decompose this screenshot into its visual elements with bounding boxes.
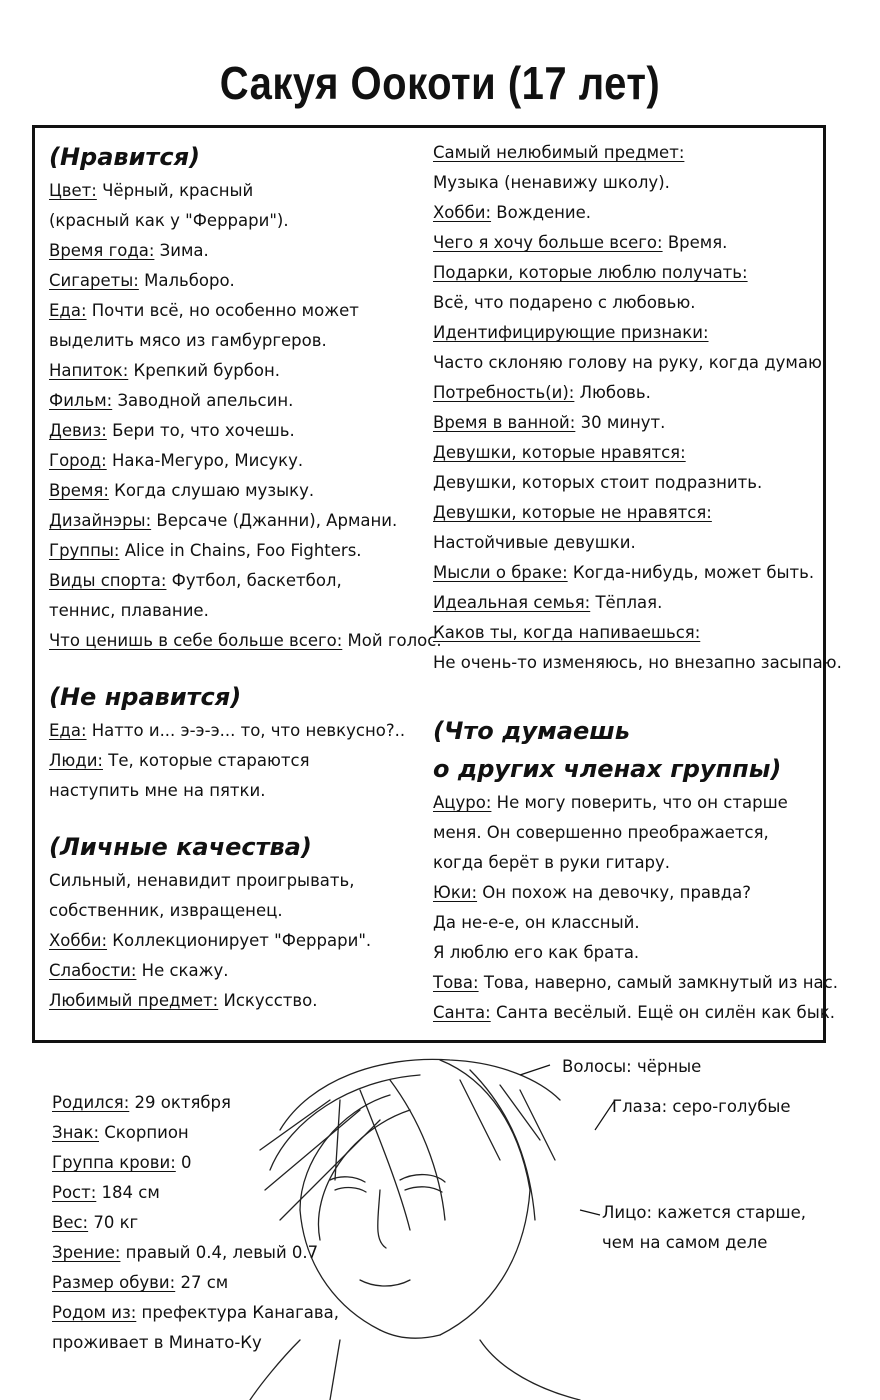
item-key: Группы:: [49, 541, 120, 560]
list-item: [52, 1178, 339, 1208]
list-item: [49, 266, 429, 296]
item-key: Мысли о браке:: [433, 563, 568, 582]
list-item: [49, 176, 429, 206]
item-value: Девушки, которых стоит подразнить.: [433, 473, 763, 492]
hair-callout: Волосы: чёрные: [562, 1057, 702, 1076]
list-item: [433, 998, 835, 1028]
item-key: Любимый предмет:: [49, 991, 219, 1010]
item-key: Родился:: [52, 1093, 130, 1112]
item-value: Alice in Chains, Foo Fighters.: [119, 541, 362, 560]
item-key: Рост:: [52, 1183, 97, 1202]
item-key: Вес:: [52, 1213, 89, 1232]
item-key: Девушки, которые не нравятся:: [433, 503, 712, 522]
list-item: [433, 588, 823, 618]
item-key: Что ценишь в себе больше всего:: [49, 631, 343, 650]
item-value: Когда слушаю музыку.: [108, 481, 315, 500]
item-key: Това:: [433, 973, 479, 992]
face-callout-line2: чем на самом деле: [602, 1233, 768, 1252]
list-item: [49, 926, 429, 956]
personal-heading: (Личные качества): [49, 833, 312, 861]
item-value: выделить мясо из гамбургеров.: [49, 331, 327, 350]
item-key: Виды спорта:: [49, 571, 167, 590]
list-item: [52, 1148, 339, 1178]
item-key: Ацуро:: [433, 793, 492, 812]
page-title: Сакуя Оокоти (17 лет): [219, 58, 661, 110]
item-value: 0: [175, 1153, 192, 1172]
item-value: Бери то, что хочешь.: [106, 421, 295, 440]
item-value: правый 0.4, левый 0.7: [120, 1243, 319, 1262]
item-value: Мой голос.: [342, 631, 442, 650]
list-item: [433, 558, 823, 588]
item-value: 30 минут.: [575, 413, 666, 432]
likes-list: [49, 176, 442, 656]
item-key: Хобби:: [49, 931, 108, 950]
item-key: Время:: [49, 481, 109, 500]
list-item: [433, 818, 823, 848]
item-key: Потребность(и):: [433, 383, 575, 402]
item-key: Город:: [49, 451, 107, 470]
item-key: Санта:: [433, 1003, 491, 1022]
item-value: Заводной апельсин.: [112, 391, 294, 410]
item-value: наступить мне на пятки.: [49, 781, 266, 800]
list-item: [52, 1298, 339, 1328]
list-item: [433, 468, 823, 498]
list-item: [49, 746, 429, 776]
item-value: Почти всё, но особенно может: [86, 301, 359, 320]
item-value: Санта весёлый. Ещё он силён как бык.: [490, 1003, 835, 1022]
likes-heading: (Нравится): [49, 143, 200, 171]
list-item: [49, 536, 429, 566]
list-item: [49, 566, 429, 596]
list-item: [433, 968, 838, 998]
stats-list: [52, 1088, 339, 1358]
item-value: Зима.: [154, 241, 209, 260]
item-key: Девушки, которые нравятся:: [433, 443, 686, 462]
list-item: [433, 618, 823, 648]
item-value: Версаче (Джанни), Армани.: [151, 511, 398, 530]
item-value: теннис, плавание.: [49, 601, 209, 620]
item-key: Родом из:: [52, 1303, 137, 1322]
item-value: Музыка (ненавижу школу).: [433, 173, 670, 192]
members-list: [433, 788, 838, 1028]
list-item: [49, 416, 429, 446]
item-key: Чего я хочу больше всего:: [433, 233, 663, 252]
list-item: [433, 288, 823, 318]
list-item: [433, 848, 823, 878]
list-item: [49, 776, 429, 806]
list-item: [49, 986, 429, 1016]
item-value: Часто склоняю голову на руку, когда думаю.: [433, 353, 828, 372]
profile-stats: [52, 1088, 339, 1358]
list-item: [52, 1088, 339, 1118]
list-item: [49, 326, 429, 356]
list-item: [49, 866, 429, 896]
list-item: [433, 528, 823, 558]
item-value: Всё, что подарено с любовью.: [433, 293, 696, 312]
item-key: Каков ты, когда напиваешься:: [433, 623, 701, 642]
item-key: Фильм:: [49, 391, 113, 410]
dislikes-heading: (Не нравится): [49, 683, 242, 711]
item-key: Время в ванной:: [433, 413, 576, 432]
list-item: [49, 596, 429, 626]
list-item: [49, 506, 429, 536]
item-value: Крепкий бурбон.: [128, 361, 281, 380]
item-value: Да не-е-е, он классный.: [433, 913, 640, 932]
list-item: [49, 716, 429, 746]
item-value: проживает в Минато-Ку: [52, 1333, 262, 1352]
list-item: [433, 138, 823, 168]
item-value: Настойчивые девушки.: [433, 533, 636, 552]
list-item: [49, 206, 429, 236]
list-item: [52, 1238, 339, 1268]
list-item: [52, 1328, 339, 1358]
item-value: 184 см: [96, 1183, 160, 1202]
list-item: [433, 648, 842, 678]
item-value: Сильный, ненавидит проигрывать,: [49, 871, 355, 890]
list-item: [52, 1268, 339, 1298]
list-item: [49, 236, 429, 266]
item-value: Вождение.: [491, 203, 592, 222]
item-key: Цвет:: [49, 181, 97, 200]
item-value: Время.: [662, 233, 728, 252]
list-item: [49, 356, 429, 386]
list-item: [433, 408, 823, 438]
item-key: Юки:: [433, 883, 478, 902]
item-value: (красный как у "Феррари").: [49, 211, 289, 230]
item-key: Идентифицирующие признаки:: [433, 323, 709, 342]
list-item: [433, 438, 823, 468]
item-value: Любовь.: [574, 383, 651, 402]
list-item: [433, 878, 823, 908]
item-value: Я люблю его как брата.: [433, 943, 640, 962]
item-key: Хобби:: [433, 203, 492, 222]
item-value: Тёплая.: [590, 593, 663, 612]
list-item: [49, 446, 429, 476]
list-item: [433, 348, 828, 378]
dislikes-list: [49, 716, 429, 806]
list-item: [433, 318, 823, 348]
list-item: [49, 476, 429, 506]
item-key: Подарки, которые люблю получать:: [433, 263, 748, 282]
profile-box: [32, 125, 842, 1043]
members-heading-line2: о других членах группы): [433, 755, 782, 783]
item-value: меня. Он совершенно преображается,: [433, 823, 769, 842]
item-key: Группа крови:: [52, 1153, 176, 1172]
item-value: Не скажу.: [136, 961, 229, 980]
item-value: Он похож на девочку, правда?: [477, 883, 752, 902]
item-key: Знак:: [52, 1123, 100, 1142]
item-value: Футбол, баскетбол,: [166, 571, 342, 590]
item-key: Самый нелюбимый предмет:: [433, 143, 685, 162]
item-value: Скорпион: [99, 1123, 189, 1142]
list-item: [433, 198, 823, 228]
item-value: Когда-нибудь, может быть.: [567, 563, 815, 582]
personal-list: [49, 866, 429, 1016]
list-item: [433, 908, 823, 938]
item-key: Сигареты:: [49, 271, 139, 290]
item-key: Идеальная семья:: [433, 593, 591, 612]
item-value: собственник, извращенец.: [49, 901, 283, 920]
item-value: 27 см: [175, 1273, 229, 1292]
list-item: [433, 378, 823, 408]
item-value: префектура Канагава,: [136, 1303, 339, 1322]
item-value: когда берёт в руки гитару.: [433, 853, 671, 872]
item-key: Зрение:: [52, 1243, 121, 1262]
item-key: Люди:: [49, 751, 103, 770]
item-key: Напиток:: [49, 361, 129, 380]
list-item: [433, 788, 823, 818]
list-item: [52, 1208, 339, 1238]
item-key: Еда:: [49, 721, 87, 740]
list-item: [49, 896, 429, 926]
item-value: Натто и... э-э-э... то, что невкусно?..: [86, 721, 406, 740]
list-item: [49, 956, 429, 986]
left-column: [49, 138, 442, 1016]
right-column: [433, 138, 842, 1028]
item-key: Размер обуви:: [52, 1273, 176, 1292]
members-heading-line1: (Что думаешь: [433, 717, 630, 745]
list-item: [433, 498, 823, 528]
list-item: [52, 1118, 339, 1148]
list-item: [49, 296, 429, 326]
item-value: 70 кг: [88, 1213, 139, 1232]
list-item: [49, 386, 429, 416]
item-value: Искусство.: [218, 991, 318, 1010]
item-value: Не могу поверить, что он старше: [491, 793, 788, 812]
item-value: Коллекционирует "Феррари".: [107, 931, 372, 950]
list-item: [433, 938, 823, 968]
item-key: Слабости:: [49, 961, 137, 980]
item-key: Еда:: [49, 301, 87, 320]
list-item: [49, 626, 442, 656]
list-item: [433, 168, 823, 198]
list-item: [433, 228, 823, 258]
list-item: [433, 258, 823, 288]
eyes-callout: Глаза: серо-голубые: [612, 1097, 791, 1116]
item-key: Девиз:: [49, 421, 107, 440]
item-value: Това, наверно, самый замкнутый из нас.: [478, 973, 838, 992]
item-key: Дизайнэры:: [49, 511, 152, 530]
item-key: Время года:: [49, 241, 155, 260]
item-value: Не очень-то изменяюсь, но внезапно засыпаю.: [433, 653, 842, 672]
item-value: 29 октября: [129, 1093, 231, 1112]
item-value: Чёрный, красный: [96, 181, 254, 200]
face-callout-line1: Лицо: кажется старше,: [602, 1203, 806, 1222]
item-value: Нака-Мегуро, Мисуку.: [106, 451, 304, 470]
right-list: [433, 138, 842, 678]
item-value: Мальборо.: [138, 271, 235, 290]
item-value: Те, которые стараются: [103, 751, 310, 770]
